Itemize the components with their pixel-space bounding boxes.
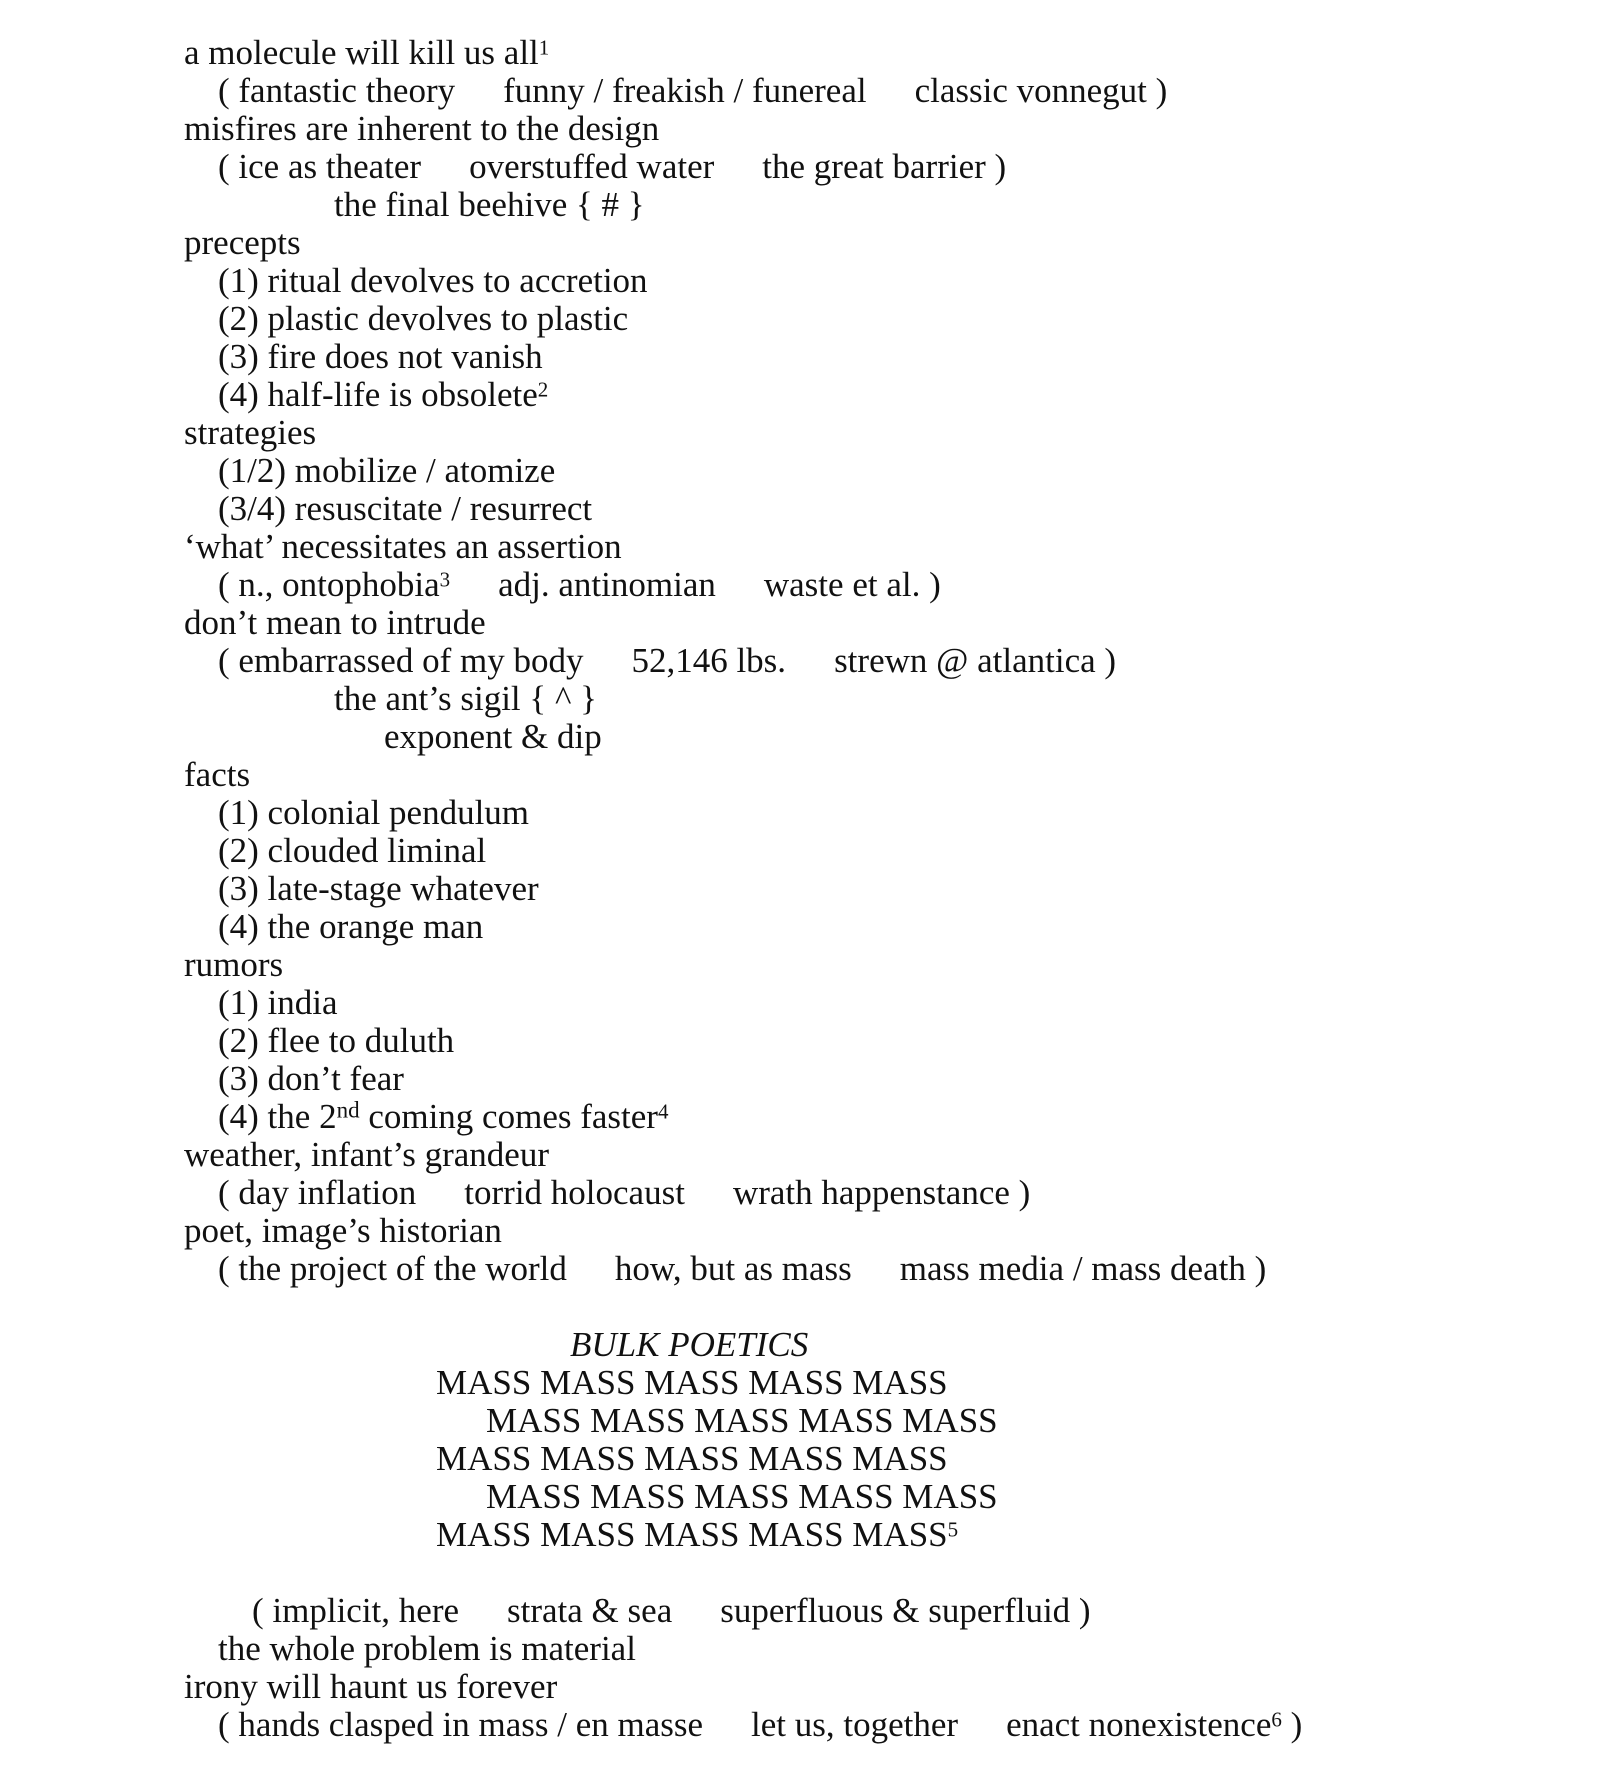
poem-line-4 (218, 148, 1006, 186)
phrase: ( embarrassed of my body (218, 641, 584, 680)
phrase: ( n., ontophobia$^3$ (218, 565, 451, 604)
rumor-item (218, 1098, 668, 1136)
fact-item: (4) the orange man (218, 907, 484, 946)
poem-line-34 (252, 1592, 1091, 1630)
section-heading-facts: facts (184, 755, 251, 794)
phrase: wrath happenstance ) (732, 1173, 1031, 1212)
section-title: BULK POETICS (570, 1325, 809, 1364)
poem-line-32: poet, image’s historian (184, 1211, 502, 1250)
poem-line-2 (218, 72, 1167, 110)
strategy-item: (1/2) mobilize / atomize (218, 451, 556, 490)
footnote-marker: 6 (1271, 1707, 1282, 1732)
poem-line-15 (218, 566, 941, 604)
precept-item: (1) ritual devolves to accretion (218, 261, 648, 300)
poem-line-1 (184, 34, 549, 72)
phrase: ( hands clasped in mass / en masse (218, 1705, 704, 1744)
poem-line-17 (218, 642, 1116, 680)
footnote-marker: 1 (538, 35, 550, 60)
rumor-item: (1) india (218, 983, 338, 1022)
line-text: coming comes faster (359, 1097, 658, 1136)
fact-item: (3) late-stage whatever (218, 869, 539, 908)
poem-line-30: weather, infant’s grandeur (184, 1135, 549, 1174)
line-text: (4) the 2 (218, 1097, 337, 1136)
fact-item: (2) clouded liminal (218, 831, 487, 870)
section-heading-rumors: rumors (184, 945, 284, 984)
poem-line-31 (218, 1174, 1030, 1212)
phrase: ( implicit, here (252, 1591, 460, 1630)
footnote-marker: 3 (439, 567, 451, 592)
phrase: 52,146 lbs. (631, 641, 787, 680)
precept-item (218, 376, 548, 414)
rumor-item: (2) flee to duluth (218, 1021, 455, 1060)
footnote-marker: 2 (537, 377, 549, 402)
poem-line-16: don’t mean to intrude (184, 603, 486, 642)
phrase: let us, together (751, 1705, 959, 1744)
phrase: ( the project of the world (218, 1249, 567, 1288)
strategy-item: (3/4) resuscitate / resurrect (218, 489, 593, 528)
mass-line: MASS MASS MASS MASS MASS (486, 1401, 998, 1440)
poem-line-14: ‘what’ necessitates an assertion (184, 527, 622, 566)
mass-line: MASS MASS MASS MASS MASS (436, 1439, 948, 1478)
ordinal-suffix: nd (336, 1097, 360, 1123)
phrase: how, but as mass (614, 1249, 852, 1288)
poem-line-5: the final beehive { # } (334, 185, 645, 224)
phrase: classic vonnegut ) (914, 71, 1168, 110)
mass-line: MASS MASS MASS MASS MASS (486, 1477, 998, 1516)
phrase: enact nonexistence$^6$ ) (1006, 1705, 1303, 1744)
phrase: torrid holocaust (464, 1173, 685, 1212)
poem-line-3: misfires are inherent to the design (184, 109, 660, 148)
poem-line-36: irony will haunt us forever (184, 1667, 558, 1706)
mass-line (436, 1516, 958, 1554)
section-heading-strategies: strategies (184, 413, 317, 452)
phrase: ( day inflation (218, 1173, 417, 1212)
line-text: MASS MASS MASS MASS MASS (436, 1515, 948, 1554)
line-text: a molecule will kill us all (184, 33, 539, 72)
phrase: waste et al. ) (763, 565, 941, 604)
poem-line-35: the whole problem is material (218, 1629, 636, 1668)
phrase: adj. antinomian (498, 565, 716, 604)
rumor-item: (3) don’t fear (218, 1059, 404, 1098)
precept-item: (2) plastic devolves to plastic (218, 299, 629, 338)
phrase: overstuffed water (469, 147, 715, 186)
phrase: the great barrier ) (762, 147, 1007, 186)
mass-line: MASS MASS MASS MASS MASS (436, 1363, 948, 1402)
footnote-marker: 4 (657, 1099, 669, 1124)
phrase: funny / freakish / funereal (503, 71, 867, 110)
phrase: ( fantastic theory (218, 71, 456, 110)
phrase: mass media / mass death ) (899, 1249, 1267, 1288)
phrase: ( ice as theater (218, 147, 422, 186)
phrase: strata & sea (507, 1591, 673, 1630)
line-text: (4) half-life is obsolete (218, 375, 538, 414)
footnote-marker: 5 (947, 1517, 959, 1542)
poem-line-18: the ant’s sigil { ^ } (334, 679, 597, 718)
fact-item: (1) colonial pendulum (218, 793, 530, 832)
phrase: superfluous & superfluid ) (720, 1591, 1091, 1630)
poem-line-37 (218, 1706, 1302, 1744)
poem-line-19: exponent & dip (384, 717, 602, 756)
phrase: strewn @ atlantica ) (834, 641, 1117, 680)
poem-line-33 (218, 1250, 1266, 1288)
precept-item: (3) fire does not vanish (218, 337, 543, 376)
section-heading-precepts: precepts (184, 223, 301, 262)
